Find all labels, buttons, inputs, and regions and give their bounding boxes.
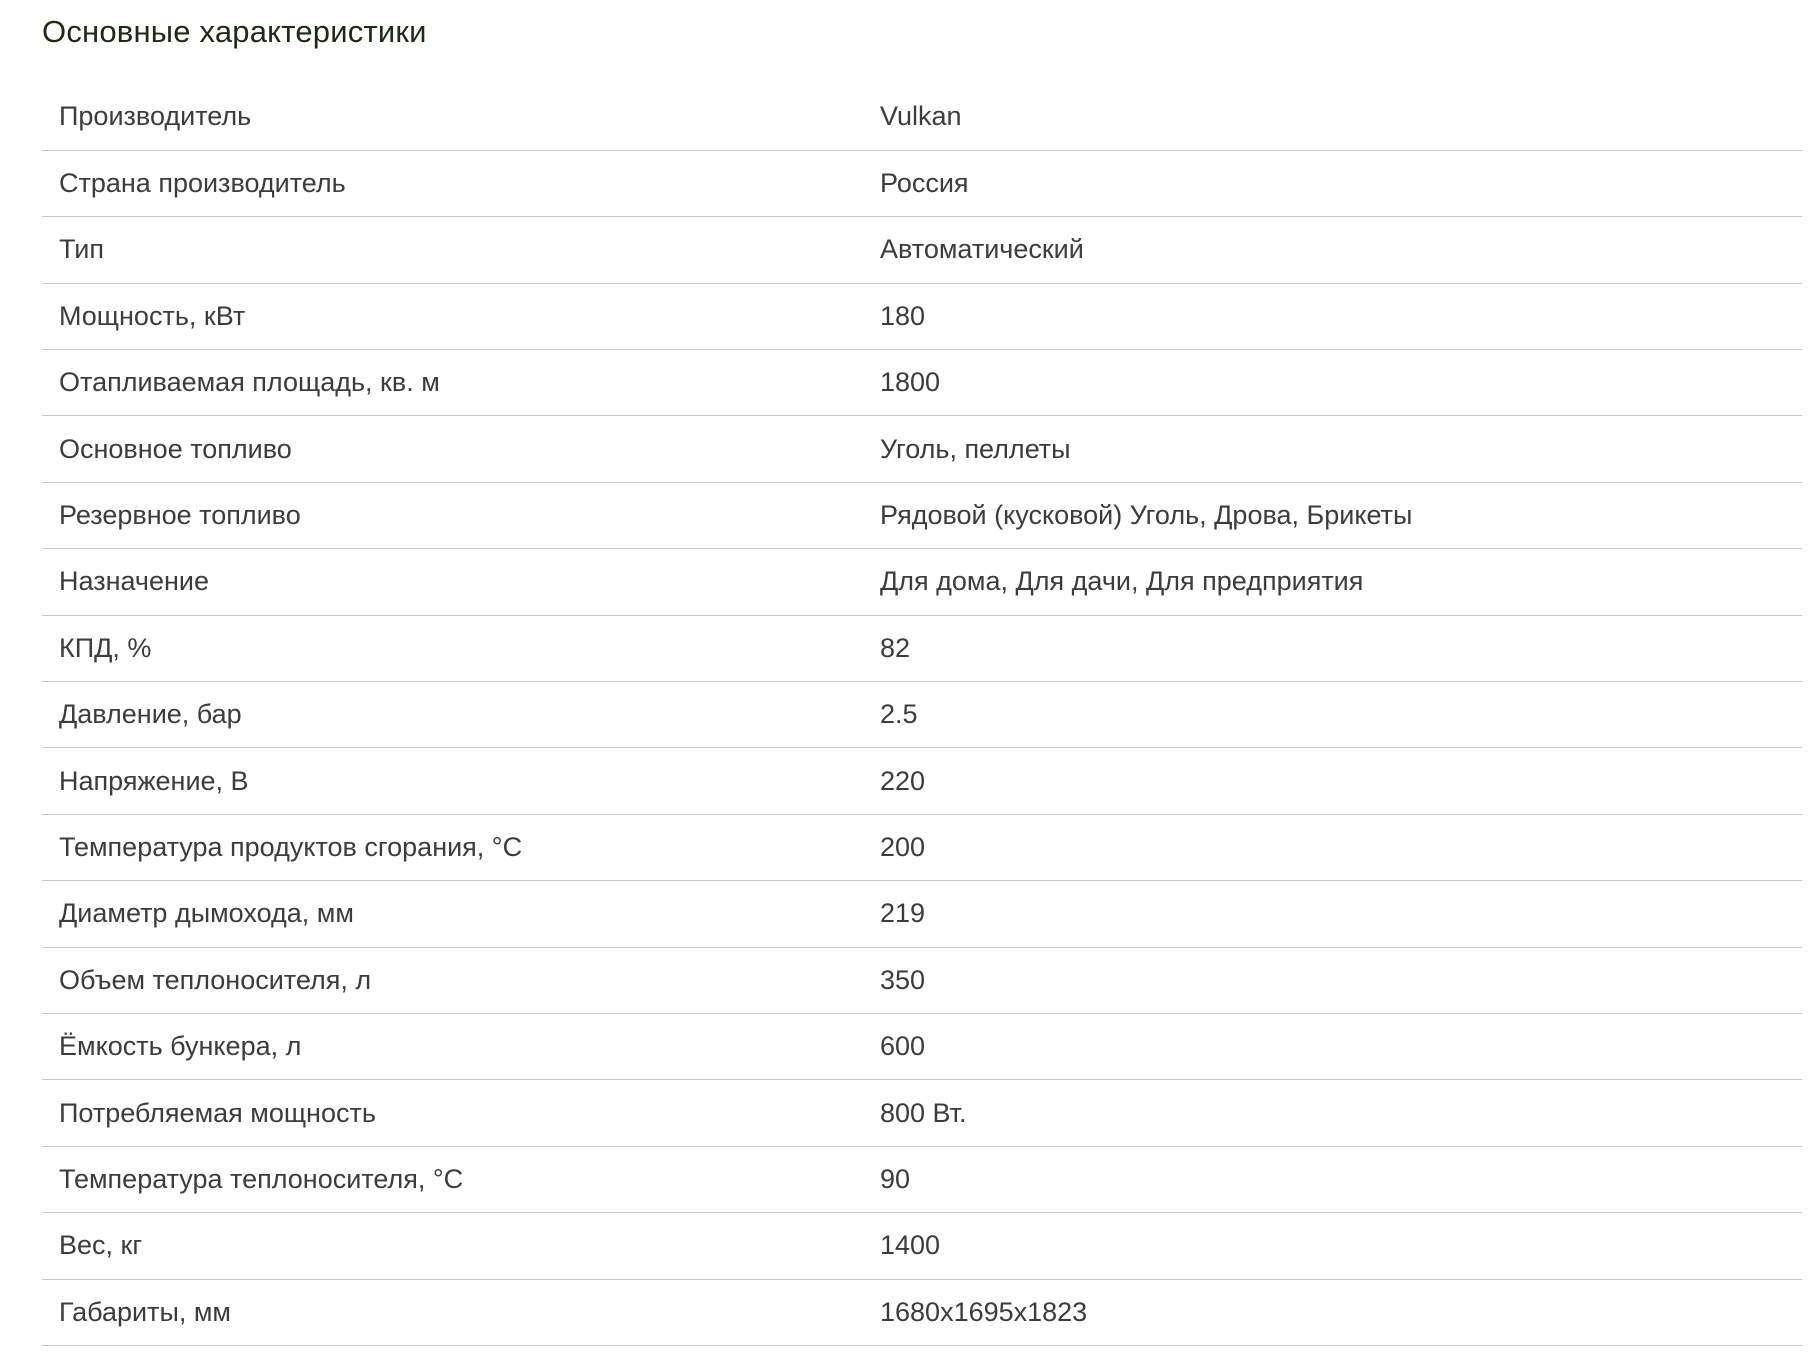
spec-value: 90: [863, 1146, 1802, 1212]
spec-value: 1400: [863, 1213, 1802, 1279]
spec-value: 180: [863, 283, 1802, 349]
spec-row: [42, 84, 1802, 150]
spec-value: 82: [863, 615, 1802, 681]
spec-name: Отапливаемая площадь, кв. м: [42, 350, 863, 416]
spec-value: 220: [863, 748, 1802, 814]
spec-row: [42, 549, 1802, 615]
spec-value: Автоматический: [863, 217, 1802, 283]
spec-name: Основное топливо: [42, 416, 863, 482]
spec-row: [42, 217, 1802, 283]
spec-value: 1800: [863, 350, 1802, 416]
spec-row: [42, 615, 1802, 681]
spec-name: Производитель: [42, 84, 863, 150]
spec-row: [42, 748, 1802, 814]
spec-value: 2.5: [863, 682, 1802, 748]
spec-name: КПД, %: [42, 615, 863, 681]
spec-value: 219: [863, 881, 1802, 947]
spec-name: Вес, кг: [42, 1213, 863, 1279]
specifications-section: [42, 0, 1802, 1327]
spec-row: [42, 814, 1802, 880]
spec-name: Габариты, мм: [42, 1279, 863, 1345]
spec-value: Vulkan: [863, 84, 1802, 150]
spec-row: [42, 1013, 1802, 1079]
spec-row: [42, 283, 1802, 349]
spec-row: [42, 1213, 1802, 1279]
spec-value: Рядовой (кусковой) Уголь, Дрова, Брикеты: [863, 482, 1802, 548]
spec-value: Уголь, пеллеты: [863, 416, 1802, 482]
spec-name: Температура продуктов сгорания, °С: [42, 814, 863, 880]
spec-value: 200: [863, 814, 1802, 880]
spec-name: Назначение: [42, 549, 863, 615]
spec-name: Температура теплоносителя, °С: [42, 1146, 863, 1212]
spec-name: Потребляемая мощность: [42, 1080, 863, 1146]
spec-value: Для дома, Для дачи, Для предприятия: [863, 549, 1802, 615]
spec-row: [42, 416, 1802, 482]
spec-value: Россия: [863, 150, 1802, 216]
spec-name: Диаметр дымохода, мм: [42, 881, 863, 947]
spec-name: Давление, бар: [42, 682, 863, 748]
spec-row: [42, 1279, 1802, 1345]
spec-name: Резервное топливо: [42, 482, 863, 548]
spec-row: [42, 947, 1802, 1013]
specifications-table: [42, 84, 1802, 1346]
spec-value: 1680х1695х1823: [863, 1279, 1802, 1345]
spec-row: [42, 1146, 1802, 1212]
spec-name: Тип: [42, 217, 863, 283]
spec-name: Ёмкость бункера, л: [42, 1013, 863, 1079]
spec-name: Напряжение, В: [42, 748, 863, 814]
spec-name: Мощность, кВт: [42, 283, 863, 349]
spec-name: Страна производитель: [42, 150, 863, 216]
spec-row: [42, 682, 1802, 748]
spec-row: [42, 881, 1802, 947]
spec-row: [42, 1080, 1802, 1146]
spec-value: 350: [863, 947, 1802, 1013]
spec-row: [42, 350, 1802, 416]
spec-value: 600: [863, 1013, 1802, 1079]
spec-value: 800 Вт.: [863, 1080, 1802, 1146]
spec-name: Объем теплоносителя, л: [42, 947, 863, 1013]
spec-row: [42, 482, 1802, 548]
section-title: Основные характеристики: [42, 14, 427, 49]
spec-row: [42, 150, 1802, 216]
